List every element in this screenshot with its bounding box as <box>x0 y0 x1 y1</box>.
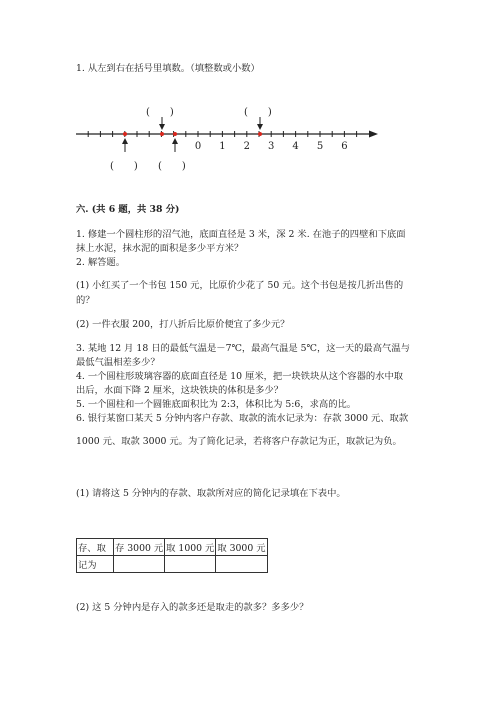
q6-3-line1: 3. 某地 12 月 18 日的最低气温是－7℃，最高气温是 5℃，这一天的最高气温与 <box>76 343 410 354</box>
point-c <box>173 132 177 136</box>
q6-4-line1: 4. 一个圆柱形玻璃容器的底面直径是 10 厘米，把一块铁块从这个容器的水中取 <box>76 371 404 382</box>
answer-cell[interactable] <box>114 556 165 573</box>
q6-3-line2: 最低气温相差多少？ <box>76 357 160 368</box>
number-line-tick-label: 4 <box>292 141 299 152</box>
table-header-cell: 存、取 <box>77 539 114 556</box>
q6-6-line2: 1000 元、取款 3000 元。为了简化记录，若将客户存款记为正，取款记为负。 <box>76 436 402 447</box>
q6-2-sub2: (2) 一件衣服 200，打八折后比原价便宜了多少元？ <box>76 319 290 330</box>
question-1-text: 1. 从左到右在括号里填数。（填整数或小数） <box>76 63 260 74</box>
answer-blank-bottom-left[interactable]: ( ) <box>110 161 138 172</box>
answer-cell[interactable] <box>165 556 216 573</box>
section-heading: 六. (共 6 题，共 38 分) <box>76 204 180 215</box>
number-line-tick-label: 1 <box>219 141 226 152</box>
table-header-cell: 存 3000 元 <box>114 539 165 556</box>
arrow-up-a-icon <box>122 138 128 152</box>
q6-4-line2: 出后，水面下降 2 厘米，这块铁块的体积是多少？ <box>76 385 284 396</box>
q6-6-line1: 6. 银行某窗口某天 5 分钟内客户存款、取款的流水记录为：存款 3000 元、取款 <box>76 413 409 424</box>
table-header-cell: 取 1000 元 <box>165 539 216 556</box>
point-a <box>123 132 127 136</box>
number-line-tick-label: 2 <box>243 141 250 152</box>
q6-5-text: 5. 一个圆柱和一个圆锥底面积比为 2:3，体积比为 5:6，求高的比。 <box>76 399 357 410</box>
q6-6-sub1: (1) 请将这 5 分钟内的存款、取款所对应的简化记录填在下表中。 <box>76 488 346 499</box>
answer-blank-bottom-right[interactable]: ( ) <box>158 161 186 172</box>
point-b <box>160 132 164 136</box>
number-line <box>0 0 500 180</box>
table-header-cell: 取 3000 元 <box>216 539 267 556</box>
number-line-tick-labels <box>195 141 348 152</box>
q6-2-sub1-line1: (1) 小红买了一个书包 150 元，比原价少花了 50 元。这个书包是按几折出售的 <box>76 280 404 291</box>
number-line-tick-label: 5 <box>316 141 324 152</box>
q6-6-sub2: (2) 这 5 分钟内是存入的款多还是取走的款多？多多少？ <box>76 602 309 613</box>
answer-blank-top-left[interactable]: ( ) <box>146 107 174 118</box>
q6-2-title: 2. 解答题。 <box>76 257 126 268</box>
answer-cell[interactable] <box>216 556 267 573</box>
number-line-tick-label: 6 <box>341 141 348 152</box>
q6-2-sub1-line2: 的？ <box>76 295 95 306</box>
arrow-up-c-icon <box>172 138 178 152</box>
q6-1-line2: 抹上水泥，抹水泥的面积是多少平方米？ <box>76 243 244 254</box>
record-table <box>76 538 268 573</box>
answer-blank-top-right[interactable]: ( ) <box>244 107 272 118</box>
number-line-tick-label: 3 <box>268 141 275 152</box>
table-row <box>77 556 268 573</box>
point-d <box>258 132 262 136</box>
table-row-label: 记为 <box>77 556 114 573</box>
number-line-arrow <box>369 131 378 138</box>
number-line-tick-label: 0 <box>194 141 202 152</box>
table-header-row <box>77 539 268 556</box>
q6-1-line1: 1. 修建一个圆柱形的沼气池，底面直径是 3 米，深 2 米. 在池子的四壁和下底面 <box>76 229 406 240</box>
arrow-down-d-icon <box>257 117 263 130</box>
arrow-down-b-icon <box>159 117 165 130</box>
